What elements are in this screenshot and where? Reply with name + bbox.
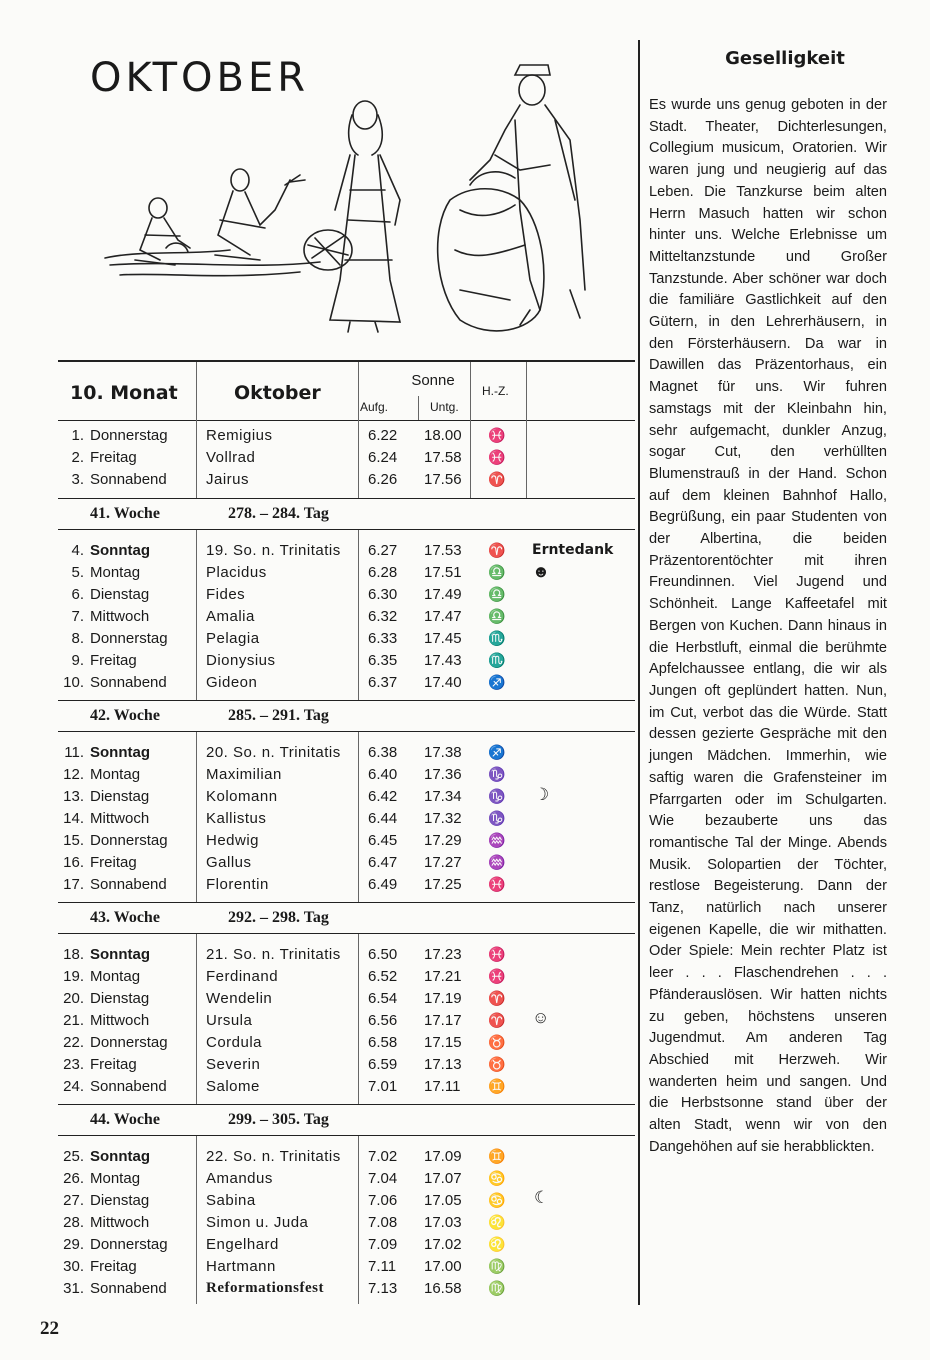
zodiac-icon: ♍ xyxy=(488,1258,506,1274)
calendar-cell: Gideon xyxy=(206,674,258,691)
calendar-cell: 6.49 xyxy=(368,876,398,893)
calendar-cell: 12. xyxy=(63,766,84,783)
new-moon-icon: ☻ xyxy=(532,562,550,581)
calendar-cell: Severin xyxy=(206,1056,261,1073)
calendar-cell: 6.45 xyxy=(368,832,398,849)
zodiac-icon: ♈ xyxy=(488,471,506,487)
column-separator xyxy=(196,732,197,902)
calendar-cell: 17. xyxy=(63,876,84,893)
calendar-row xyxy=(58,1076,618,1098)
calendar-cell: Sonnabend xyxy=(90,674,167,691)
zodiac-icon: ♎ xyxy=(488,564,506,580)
calendar-cell: 11. xyxy=(64,744,84,761)
calendar-cell: 7.08 xyxy=(368,1214,398,1231)
calendar-cell: Freitag xyxy=(90,1056,137,1073)
calendar-cell: 6.40 xyxy=(368,766,398,783)
zodiac-icon: ♏ xyxy=(488,630,506,646)
calendar-row xyxy=(58,606,618,628)
calendar-row xyxy=(58,742,618,764)
calendar-cell: 17.13 xyxy=(424,1056,462,1073)
calendar-cell: Freitag xyxy=(90,652,137,669)
calendar-cell: Sonntag xyxy=(90,1148,150,1165)
holiday-note: Erntedank xyxy=(532,542,614,558)
calendar-cell: 14. xyxy=(63,810,84,827)
calendar-cell: 17.49 xyxy=(424,586,462,603)
calendar-cell: Vollrad xyxy=(206,449,256,466)
calendar-cell: 9. xyxy=(71,652,84,669)
calendar-cell: 17.51 xyxy=(424,564,462,581)
calendar-row xyxy=(58,540,618,562)
calendar-cell: Dienstag xyxy=(90,990,150,1007)
calendar-row xyxy=(58,874,618,896)
month-name: Oktober xyxy=(234,382,321,404)
zodiac-icon: ♍ xyxy=(488,1280,506,1296)
calendar-cell: Donnerstag xyxy=(90,427,168,444)
calendar-cell: Sonntag xyxy=(90,946,150,963)
zodiac-icon: ♐ xyxy=(488,744,506,760)
calendar-cell: Montag xyxy=(90,968,141,985)
calendar-cell: Sonntag xyxy=(90,744,150,761)
zodiac-icon: ♐ xyxy=(488,674,506,690)
calendar-cell: 17.27 xyxy=(424,854,462,871)
calendar-cell: 17.36 xyxy=(424,766,462,783)
calendar-cell: Cordula xyxy=(206,1034,263,1051)
week-days: 278. – 284. Tag xyxy=(228,505,329,522)
zodiac-icon: ♋ xyxy=(488,1192,506,1208)
calendar-cell: Salome xyxy=(206,1078,260,1095)
calendar-row xyxy=(58,988,618,1010)
sunrise-header: Aufg. xyxy=(360,400,389,414)
calendar-cell: 13. xyxy=(63,788,84,805)
calendar-cell: 17.47 xyxy=(424,608,462,625)
calendar-cell: 6.33 xyxy=(368,630,398,647)
calendar-cell: 22. So. n. Trinitatis xyxy=(206,1148,341,1165)
calendar-row xyxy=(58,830,618,852)
calendar-row xyxy=(58,469,618,491)
column-separator xyxy=(196,1136,197,1304)
calendar-cell: 6.30 xyxy=(368,586,398,603)
first-quarter-moon-icon: ☽ xyxy=(534,785,550,804)
calendar-cell: Simon u. Juda xyxy=(206,1214,309,1231)
calendar-cell: 20. xyxy=(63,990,84,1007)
calendar-cell: Sonntag xyxy=(90,542,150,559)
calendar-cell: Mittwoch xyxy=(90,608,150,625)
calendar-cell: Mittwoch xyxy=(90,810,150,827)
zodiac-icon: ♓ xyxy=(488,946,506,962)
zodiac-icon: ♒ xyxy=(488,832,506,848)
calendar-cell: 2. xyxy=(71,449,84,466)
calendar-cell: Freitag xyxy=(90,1258,137,1275)
calendar-row xyxy=(58,425,618,447)
calendar-cell: Remigius xyxy=(206,427,273,444)
calendar-cell: 17.03 xyxy=(424,1214,462,1231)
calendar-cell: 17.34 xyxy=(424,788,462,805)
column-separator xyxy=(358,934,359,1104)
calendar-cell: Sonnabend xyxy=(90,1280,167,1297)
calendar-row xyxy=(58,1278,618,1300)
zodiac-icon: ♉ xyxy=(488,1034,506,1050)
calendar-cell: 5. xyxy=(71,564,84,581)
calendar-cell: 17.21 xyxy=(424,968,462,985)
calendar-cell: 17.56 xyxy=(424,471,462,488)
article-title: Geselligkeit xyxy=(725,48,845,69)
calendar-cell: Sonnabend xyxy=(90,1078,167,1095)
calendar-cell: 6.56 xyxy=(368,1012,398,1029)
calendar-cell: Engelhard xyxy=(206,1236,279,1253)
calendar-cell: 20. So. n. Trinitatis xyxy=(206,744,341,761)
full-moon-icon: ☺ xyxy=(532,1008,550,1027)
calendar-cell: 6.22 xyxy=(368,427,398,444)
calendar-cell: Fides xyxy=(206,586,246,603)
calendar-cell: 4. xyxy=(71,542,84,559)
calendar-cell: Kallistus xyxy=(206,810,267,827)
calendar-cell: 6.37 xyxy=(368,674,398,691)
calendar-cell: 17.19 xyxy=(424,990,462,1007)
calendar-cell: 17.53 xyxy=(424,542,462,559)
zodiac-icon: ♏ xyxy=(488,652,506,668)
calendar-cell: 7. xyxy=(71,608,84,625)
calendar-cell: Pelagia xyxy=(206,630,260,647)
calendar-row xyxy=(58,808,618,830)
week-label: 41. Woche xyxy=(90,505,160,522)
calendar-cell: 26. xyxy=(63,1170,84,1187)
calendar-cell: 6.38 xyxy=(368,744,398,761)
calendar-row xyxy=(58,650,618,672)
calendar-cell: 3. xyxy=(71,471,84,488)
zodiac-icon: ♈ xyxy=(488,542,506,558)
calendar-cell: 30. xyxy=(63,1258,84,1275)
calendar-cell: Donnerstag xyxy=(90,630,168,647)
calendar-row xyxy=(58,584,618,606)
calendar-cell: Donnerstag xyxy=(90,1034,168,1051)
calendar-row xyxy=(58,764,618,786)
week-label: 44. Woche xyxy=(90,1111,160,1128)
calendar-cell: Amalia xyxy=(206,608,255,625)
calendar-cell: 17.25 xyxy=(424,876,462,893)
week-band xyxy=(58,700,635,732)
calendar-cell: 10. xyxy=(63,674,84,691)
calendar-cell: 28. xyxy=(63,1214,84,1231)
calendar-cell: 7.04 xyxy=(368,1170,398,1187)
calendar-row xyxy=(58,1032,618,1054)
calendar-cell: 6.32 xyxy=(368,608,398,625)
calendar-cell: Dienstag xyxy=(90,586,150,603)
column-separator xyxy=(196,530,197,700)
page-title: OKTOBER xyxy=(90,55,310,101)
calendar-cell: 17.17 xyxy=(424,1012,462,1029)
calendar-cell: 17.43 xyxy=(424,652,462,669)
calendar-row xyxy=(58,1168,618,1190)
page-number: 22 xyxy=(40,1318,59,1339)
calendar-cell: 17.00 xyxy=(424,1258,462,1275)
calendar-cell: 17.32 xyxy=(424,810,462,827)
calendar-cell: Freitag xyxy=(90,854,137,871)
calendar-cell: Montag xyxy=(90,766,141,783)
sun-header: Sonne xyxy=(411,372,455,389)
header-separator xyxy=(358,362,359,420)
column-separator xyxy=(358,732,359,902)
calendar-cell: Wendelin xyxy=(206,990,273,1007)
calendar-cell: 6.42 xyxy=(368,788,398,805)
zodiac-icon: ♎ xyxy=(488,608,506,624)
column-separator xyxy=(358,420,359,498)
calendar-row xyxy=(58,1146,618,1168)
calendar-cell: Kolomann xyxy=(206,788,278,805)
calendar-cell: Dionysius xyxy=(206,652,276,669)
calendar-cell: 8. xyxy=(71,630,84,647)
calendar-cell: 16. xyxy=(63,854,84,871)
calendar-cell: 19. So. n. Trinitatis xyxy=(206,542,341,559)
calendar-cell: Donnerstag xyxy=(90,1236,168,1253)
calendar-cell: 6.28 xyxy=(368,564,398,581)
calendar-cell: 6.54 xyxy=(368,990,398,1007)
calendar-cell: Montag xyxy=(90,564,141,581)
calendar-cell: Freitag xyxy=(90,449,137,466)
calendar-cell: 31. xyxy=(63,1280,84,1297)
header-separator xyxy=(526,362,527,420)
calendar-row xyxy=(58,1054,618,1076)
calendar-cell: 17.38 xyxy=(424,744,462,761)
calendar-cell: 27. xyxy=(63,1192,84,1209)
calendar-cell: 17.07 xyxy=(424,1170,462,1187)
week-label: 42. Woche xyxy=(90,707,160,724)
column-separator xyxy=(526,420,527,498)
week-days: 285. – 291. Tag xyxy=(228,707,329,724)
calendar-cell: 7.01 xyxy=(368,1078,398,1095)
calendar-cell: 16.58 xyxy=(424,1280,462,1297)
calendar-cell: Sabina xyxy=(206,1192,256,1209)
calendar-row xyxy=(58,447,618,469)
calendar-cell: 17.02 xyxy=(424,1236,462,1253)
calendar-cell: 18.00 xyxy=(424,427,462,444)
calendar-cell: 6.59 xyxy=(368,1056,398,1073)
calendar-cell: Sonnabend xyxy=(90,471,167,488)
zodiac-icon: ♑ xyxy=(488,810,506,826)
week-days: 292. – 298. Tag xyxy=(228,909,329,926)
calendar-cell: 6.26 xyxy=(368,471,398,488)
calendar-cell: Amandus xyxy=(206,1170,273,1187)
calendar-cell: 18. xyxy=(63,946,84,963)
calendar-cell: 17.11 xyxy=(424,1078,461,1095)
column-separator xyxy=(358,1136,359,1304)
calendar-row xyxy=(58,1234,618,1256)
calendar-cell: Ferdinand xyxy=(206,968,279,985)
calendar-cell: 7.02 xyxy=(368,1148,398,1165)
calendar-cell: 29. xyxy=(63,1236,84,1253)
calendar-cell: Hedwig xyxy=(206,832,260,849)
calendar-cell: Reformationsfest xyxy=(206,1280,324,1296)
calendar-cell: 17.58 xyxy=(424,449,462,466)
calendar-cell: 17.15 xyxy=(424,1034,462,1051)
header-separator xyxy=(196,362,197,420)
zodiac-icon: ♌ xyxy=(488,1236,506,1252)
header-separator xyxy=(470,362,471,420)
calendar-cell: 7.13 xyxy=(368,1280,398,1297)
calendar-cell: 17.05 xyxy=(424,1192,462,1209)
calendar-row xyxy=(58,852,618,874)
calendar-cell: Montag xyxy=(90,1170,141,1187)
calendar-cell: 25. xyxy=(63,1148,84,1165)
zodiac-icon: ♎ xyxy=(488,586,506,602)
week-band xyxy=(58,498,635,530)
calendar-cell: 1. xyxy=(71,427,84,444)
zodiac-icon: ♓ xyxy=(488,968,506,984)
calendar-row xyxy=(58,1212,618,1234)
column-separator xyxy=(470,420,471,498)
calendar-cell: 6. xyxy=(71,586,84,603)
zodiac-icon: ♉ xyxy=(488,1056,506,1072)
calendar-cell: Jairus xyxy=(206,471,250,488)
calendar-header xyxy=(58,360,635,421)
calendar-cell: Florentin xyxy=(206,876,269,893)
calendar-cell: 17.45 xyxy=(424,630,462,647)
calendar-row xyxy=(58,1256,618,1278)
zodiac-icon: ♋ xyxy=(488,1170,506,1186)
calendar-cell: 23. xyxy=(63,1056,84,1073)
zodiac-icon: ♒ xyxy=(488,854,506,870)
zodiac-icon: ♌ xyxy=(488,1214,506,1230)
calendar-cell: 17.09 xyxy=(424,1148,462,1165)
calendar-cell: Dienstag xyxy=(90,1192,150,1209)
zodiac-icon: ♈ xyxy=(488,1012,506,1028)
calendar-cell: 6.47 xyxy=(368,854,398,871)
calendar-row xyxy=(58,628,618,650)
calendar-cell: 6.35 xyxy=(368,652,398,669)
calendar-row xyxy=(58,672,618,694)
calendar-cell: 6.44 xyxy=(368,810,398,827)
calendar-cell: 17.29 xyxy=(424,832,462,849)
week-band xyxy=(58,902,635,934)
calendar-cell: 15. xyxy=(63,832,84,849)
calendar-row xyxy=(58,944,618,966)
calendar-cell: Ursula xyxy=(206,1012,253,1029)
calendar-cell: 17.23 xyxy=(424,946,462,963)
calendar-cell: 17.40 xyxy=(424,674,462,691)
calendar-cell: 24. xyxy=(63,1078,84,1095)
calendar-cell: 7.09 xyxy=(368,1236,398,1253)
calendar-cell: Maximilian xyxy=(206,766,282,783)
calendar-cell: 19. xyxy=(63,968,84,985)
zodiac-icon: ♑ xyxy=(488,766,506,782)
calendar-cell: 7.06 xyxy=(368,1192,398,1209)
zodiac-icon: ♊ xyxy=(488,1148,506,1164)
column-separator xyxy=(358,530,359,700)
header-separator xyxy=(418,396,419,420)
week-days: 299. – 305. Tag xyxy=(228,1111,329,1128)
harvest-illustration xyxy=(100,60,620,350)
calendar-cell: 21. So. n. Trinitatis xyxy=(206,946,341,963)
calendar-cell: 7.11 xyxy=(368,1258,397,1275)
calendar-cell: 21. xyxy=(63,1012,84,1029)
calendar-cell: 6.24 xyxy=(368,449,398,466)
last-quarter-moon-icon: ☾ xyxy=(534,1188,550,1207)
calendar-cell: 22. xyxy=(63,1034,84,1051)
calendar-cell: Mittwoch xyxy=(90,1214,150,1231)
calendar-cell: Hartmann xyxy=(206,1258,276,1275)
calendar-cell: 6.52 xyxy=(368,968,398,985)
calendar-cell: 6.27 xyxy=(368,542,398,559)
zodiac-icon: ♊ xyxy=(488,1078,506,1094)
month-number: 10. Monat xyxy=(70,382,178,404)
calendar-cell: Mittwoch xyxy=(90,1012,150,1029)
zodiac-icon: ♓ xyxy=(488,427,506,443)
sunset-header: Untg. xyxy=(430,400,459,414)
article-text: Es wurde uns genug geboten in der Stadt. Theater, Dichterlesungen, Collegium musicum, Oratorien. Wir waren jung und neugierig auf das Leben. Die Tanzkurse beim alten Herrn Masuch hatten wir schon hinter uns. Welche Erlebnisse um Mitteltanzstunde und Großer Tanzstunde. Aber schöner war doch die familiäre Gastlichkeit auf den Gütern, in den Lehrerhäusern, in den Försterhäusern. Da war in Dawillen das Präzentorhaus, ein Magnet für uns. Wir fuhren samstags mit der Kleinbahn hin, sehr aufgemacht, dunkler Anzug, sogar Cut, den verhüllten Blumenstrauß in der Hand. Schon auf dem kleinen Bahnhof Hallo, Begrüßung, ein paar Studenten von der Albertina, die beiden Präzentorentöchter mit ihren Freundinnen. Viel Jugend und Schönheit. Lange Kaffeetafel mit Bergen von Kuchen. Dann hinaus in die Herbstluft, einmal die berühmte Apfelchaussee entlang, die wir als Jungen oft geplündert hatten. Nun, im Cut, verbot das die Würde. Statt dessen gezierte Gespräche mit den jungen Mädchen. Immerhin, wie saftig waren die Grafensteiner im Pfarrgarten oder im Schulgarten. Wie bezauberte uns das romantische Tal der Minge. Abends Musik. Solopartien der Töchter, restlose Begeisterung. Dann der Tanz, natürlich nach unserer eigenen Kapelle, die wir mithatten. Oder Spiele: Mein rechter Platz ist leer . . . Flaschendrehen . . . Pfänderauslösen. Wir hatten nichts zu geben, höchstens unseren Jugendmut. Am anderen Tag Abschied mit Herzweh. Wir wanderten heim und sangen. Und die Herbstsonne stand über der alten Stadt, wenn wir von den Dangehöhen auf sie herabblickten. xyxy=(649,97,887,1155)
column-separator xyxy=(196,420,197,498)
calendar-cell: Placidus xyxy=(206,564,267,581)
column-divider xyxy=(638,40,640,1305)
calendar-cell: Donnerstag xyxy=(90,832,168,849)
week-label: 43. Woche xyxy=(90,909,160,926)
zodiac-icon: ♓ xyxy=(488,449,506,465)
zodiac-icon: ♑ xyxy=(488,788,506,804)
calendar-cell: Dienstag xyxy=(90,788,150,805)
calendar-cell: Gallus xyxy=(206,854,252,871)
zodiac-header: H.-Z. xyxy=(482,384,509,398)
calendar-row xyxy=(58,966,618,988)
calendar-cell: Sonnabend xyxy=(90,876,167,893)
zodiac-icon: ♓ xyxy=(488,876,506,892)
column-separator xyxy=(196,934,197,1104)
calendar-cell: 6.50 xyxy=(368,946,398,963)
calendar-cell: 6.58 xyxy=(368,1034,398,1051)
week-band xyxy=(58,1104,635,1136)
zodiac-icon: ♈ xyxy=(488,990,506,1006)
